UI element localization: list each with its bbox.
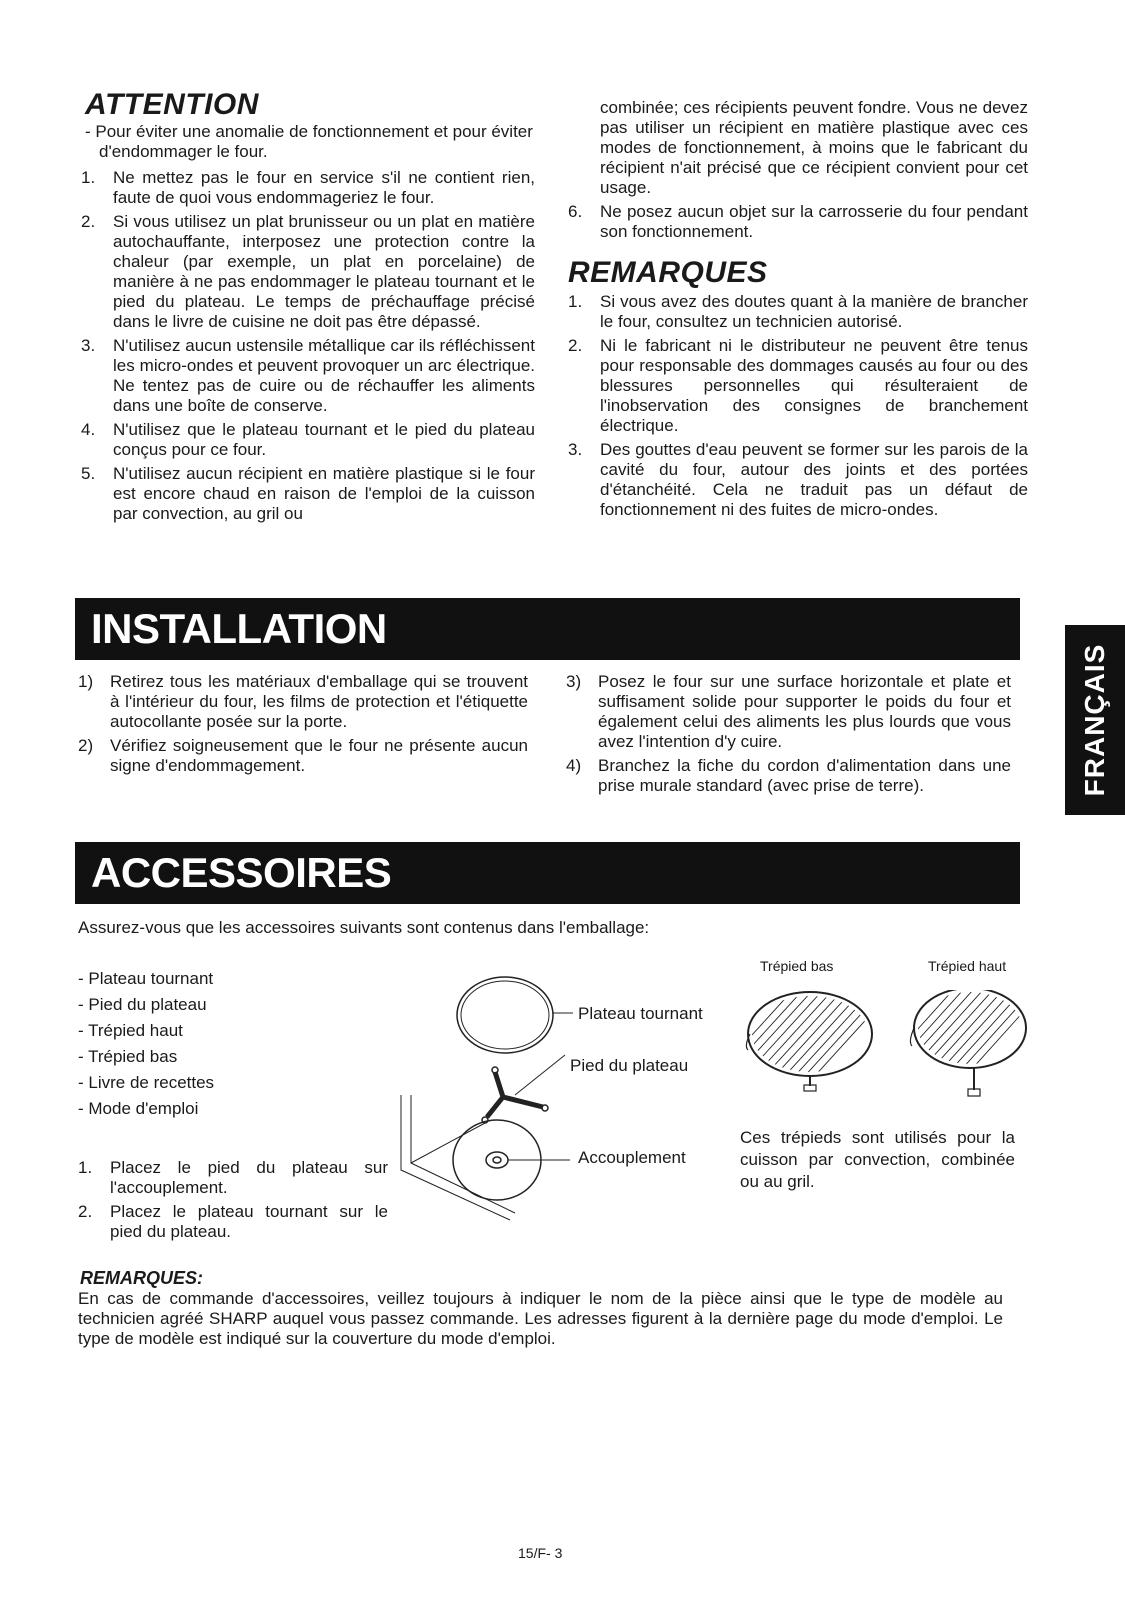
accessoires-remarques-text: En cas de commande d'accessoires, veillez toujours à indiquer le nom de la pièce ainsi que le type de modèle au technicien agréé SHARP auquel vous passez commande. Les adresses figurent à la dernière page du mode d'emploi. Le type de modèle est indiqué sur la couverture du mode d'emploi. bbox=[78, 1289, 1003, 1348]
list-item: 6. Ne posez aucun objet sur la carrosserie du four pendant son fonctionnement. bbox=[568, 202, 1028, 241]
accessoires-remarques bbox=[78, 1268, 1003, 1349]
list-item: 1. Ne mettez pas le four en service s'il ne contient rien, faute de quoi vous endommageriez le four. bbox=[81, 168, 535, 207]
list-item: 3. N'utilisez aucun ustensile métallique car ils réfléchissent les micro-ondes et peuvent provoquer un arc électrique. Ne tentez pas de cuire ou de réchauffer les aliments dans une boîte de conserve. bbox=[81, 336, 535, 415]
attention-section bbox=[81, 88, 535, 528]
accessoires-steps bbox=[78, 1158, 388, 1246]
list-item: - Trépied haut bbox=[78, 1021, 183, 1040]
page-number: 15/F- 3 bbox=[518, 1545, 563, 1561]
list-item: 2. Si vous utilisez un plat brunisseur ou un plat en matière autochauffante, interposez une protection contre la chaleur (par exemple, un plat en porcelaine) de manière à ne pas endommager le plateau tournant et le pied du plateau. Le temps de préchauffage précisé dans le livre de cuisine ne doit pas être dépassé. bbox=[81, 212, 535, 331]
trepied-note: Ces trépieds sont utilisés pour la cuisson par convection, combinée ou au gril. bbox=[740, 1128, 1015, 1191]
list-item: - Plateau tournant bbox=[78, 969, 214, 988]
accessoires-heading: ACCESSOIRES bbox=[91, 849, 392, 896]
list-item: 3) Posez le four sur une surface horizontale et plate et suffisament solide pour supporter le poids du four et également celui des aliments les plus lourds que vous avez l'intention d'y cuire. bbox=[566, 672, 1011, 751]
label-trepied-bas: Trépied bas bbox=[760, 958, 834, 974]
turntable-plate bbox=[457, 977, 553, 1053]
list-item: - Pied du plateau bbox=[78, 995, 207, 1014]
remarques-title: REMARQUES bbox=[568, 256, 768, 289]
list-item: 5. N'utilisez aucun récipient en matière plastique si le four est encore chaud en raison de l'emploi de la cuisson par convection, au gril ou bbox=[81, 464, 535, 523]
list-item: - Trépied bas bbox=[78, 1047, 178, 1066]
accessoires-intro: Assurez-vous que les accessoires suivants sont contenus dans l'emballage: bbox=[78, 918, 650, 937]
installation-heading: INSTALLATION bbox=[91, 605, 387, 652]
list-item: 2) Vérifiez soigneusement que le four ne présente aucun signe d'endommagement. bbox=[78, 736, 528, 775]
label-plateau-tournant: Plateau tournant bbox=[578, 1004, 703, 1023]
installation-left bbox=[78, 672, 528, 780]
right-column bbox=[568, 98, 1028, 524]
list-item: 1. Placez le pied du plateau sur l'accouplement. bbox=[78, 1158, 388, 1197]
label-pied-du-plateau: Pied du plateau bbox=[570, 1056, 689, 1075]
steps-list bbox=[78, 1158, 388, 1242]
attention-title: ATTENTION bbox=[85, 88, 259, 121]
accessoires-list bbox=[78, 966, 214, 1122]
installation-list-right bbox=[566, 672, 1011, 796]
racks-diagram bbox=[742, 990, 1032, 1105]
accessoires-remarques-title: REMARQUES: bbox=[80, 1268, 204, 1288]
list-item: 4) Branchez la fiche du cordon d'alimentation dans une prise murale standard (avec prise de terre). bbox=[566, 756, 1011, 795]
language-tab-label: FRANÇAIS bbox=[1079, 643, 1110, 797]
list-item: 4. N'utilisez que le plateau tournant et le pied du plateau conçus pour ce four. bbox=[81, 420, 535, 459]
attention-list-continued bbox=[568, 202, 1028, 242]
accessoires-banner bbox=[75, 842, 1020, 904]
attention-intro: - Pour éviter une anomalie de fonctionnement et pour éviter d'endommager le four. bbox=[85, 122, 533, 161]
list-item: 1) Retirez tous les matériaux d'emballage qui se trouvent à l'intérieur du four, les films de protection et l'étiquette autocollante posée sur la porte. bbox=[78, 672, 528, 731]
attention-continuation: combinée; ces récipients peuvent fondre. Vous ne devez pas utiliser un récipient en matière plastique avec ces modes de fonctionnement, à moins que le fabricant du récipient n'ait précisé que ce récipient convient pour cet usage. bbox=[600, 98, 1028, 197]
installation-right bbox=[566, 672, 1011, 800]
list-item: 2. Ni le fabricant ni le distributeur ne peuvent être tenus pour responsable des dommages causés au four ou des blessures personnelles qui résulteraient de l'inobservation des consignes de branchement électrique. bbox=[568, 336, 1028, 435]
high-rack bbox=[872, 990, 1032, 1096]
low-rack bbox=[742, 990, 902, 1091]
language-tab bbox=[1065, 625, 1125, 815]
installation-banner bbox=[75, 598, 1020, 660]
label-trepied-haut: Trépied haut bbox=[928, 958, 1007, 974]
label-accouplement: Accouplement bbox=[578, 1148, 686, 1167]
list-item: - Livre de recettes bbox=[78, 1073, 215, 1092]
list-item: 3. Des gouttes d'eau peuvent se former sur les parois de la cavité du four, autour des joints et des portées d'étanchéité. Cela ne traduit pas un défaut de fonctionnement ni des fuites de micro-ondes. bbox=[568, 440, 1028, 519]
attention-list bbox=[81, 168, 535, 524]
list-item: 2. Placez le plateau tournant sur le pied du plateau. bbox=[78, 1202, 388, 1241]
remarques-list bbox=[568, 292, 1028, 520]
list-item: 1. Si vous avez des doutes quant à la manière de brancher le four, consultez un technicien autorisé. bbox=[568, 292, 1028, 331]
list-item: - Mode d'emploi bbox=[78, 1099, 199, 1118]
installation-list-left bbox=[78, 672, 528, 776]
